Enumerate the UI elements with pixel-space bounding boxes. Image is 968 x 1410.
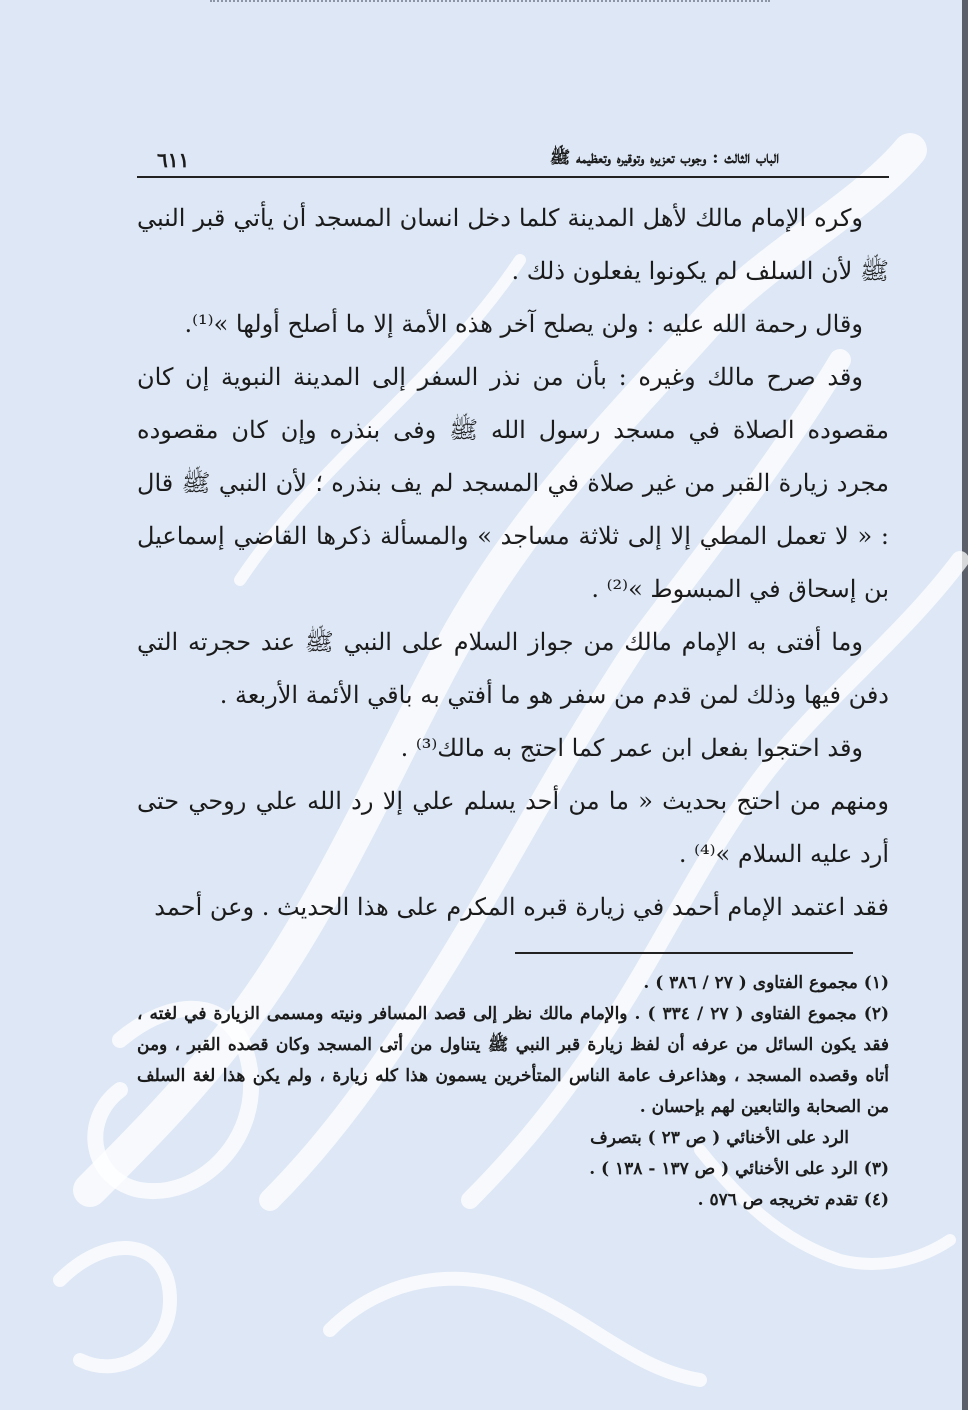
footnote-separator <box>515 952 853 954</box>
footnotes <box>137 968 889 1216</box>
main-text <box>137 192 889 934</box>
book-page <box>137 134 889 1216</box>
footnote: (٣) الرد على الأخنائي ( ص ١٣٧ - ١٣٨ ) . <box>589 1159 889 1179</box>
footnote: (١) مجموع الفتاوى ( ٢٧ / ٣٨٦ ) . <box>643 973 889 993</box>
paragraph: ومنهم من احتج بحديث « ما من أحد يسلم علي إلا رد الله علي روحي حتى أرد عليه السلام »⁽⁴⁾ . <box>137 787 890 868</box>
top-scan-edge <box>210 0 770 6</box>
running-header <box>137 134 889 178</box>
chapter-title: الباب الثالث : وجوب تعزيره وتوقيره وتعظيمه ﷺ <box>549 148 779 168</box>
paragraph: وكره الإمام مالك لأهل المدينة كلما دخل انسان المسجد أن يأتي قبر النبي ﷺ لأن السلف لم يكونوا يفعلون ذلك . <box>137 204 889 285</box>
page-right-border <box>962 0 968 1410</box>
paragraph: وقد احتجوا بفعل ابن عمر كما احتج به مالك⁽³⁾ . <box>400 734 863 762</box>
paragraph: وقال رحمة الله عليه : ولن يصلح آخر هذه الأمة إلا ما أصلح أولها »⁽¹⁾. <box>184 310 863 338</box>
footnote: (٢) مجموع الفتاوى ( ٢٧ / ٣٣٤ ) . والإمام مالك نظر إلى قصد المسافر ونيته ومسمى الزيارة في لغته ، فقد يكون السائل من عرفه أن لفظ زيارة قبر النبي ﷺ يتناول من أتى المسجد وكان قصده القبر ، ومن أتاه وقصده المسجد ، وهذاعرف عامة الناس المتأخرين يسمون هذا كله زيارة ، ولم يكن هذا لغة السلف من الصحابة والتابعين لهم بإحسان . <box>137 1004 890 1117</box>
paragraph: فقد اعتمد الإمام أحمد في زيارة قبره المكرم على هذا الحديث . وعن أحمد <box>154 893 889 921</box>
footnote: (٤) تقدم تخريجه ص ٥٧٦ . <box>697 1190 889 1210</box>
page-number: ٦١١ <box>157 148 190 172</box>
paragraph: وما أفتى به الإمام مالك من جواز السلام على النبي ﷺ عند حجرته التي دفن فيها وذلك لمن قدم من سفر هو ما أفتي به باقي الأئمة الأربعة . <box>137 628 889 709</box>
paragraph: وقد صرح مالك وغيره : بأن من نذر السفر إلى المدينة النبوية إن كان مقصوده الصلاة في مسجد رسول الله ﷺ وفى بنذره وإن كان مقصوده مجرد زيارة القبر من غير صلاة في المسجد لم يف بنذره ؛ لأن النبي ﷺ قال : « لا تعمل المطي إلا إلى ثلاثة مساجد » والمسألة ذكرها القاضي إسماعيل بن إسحاق في المبسوط »⁽²⁾ . <box>137 363 889 603</box>
footnote-source: الرد على الأخنائي ( ص ٢٣ ) بتصرف <box>590 1128 849 1148</box>
